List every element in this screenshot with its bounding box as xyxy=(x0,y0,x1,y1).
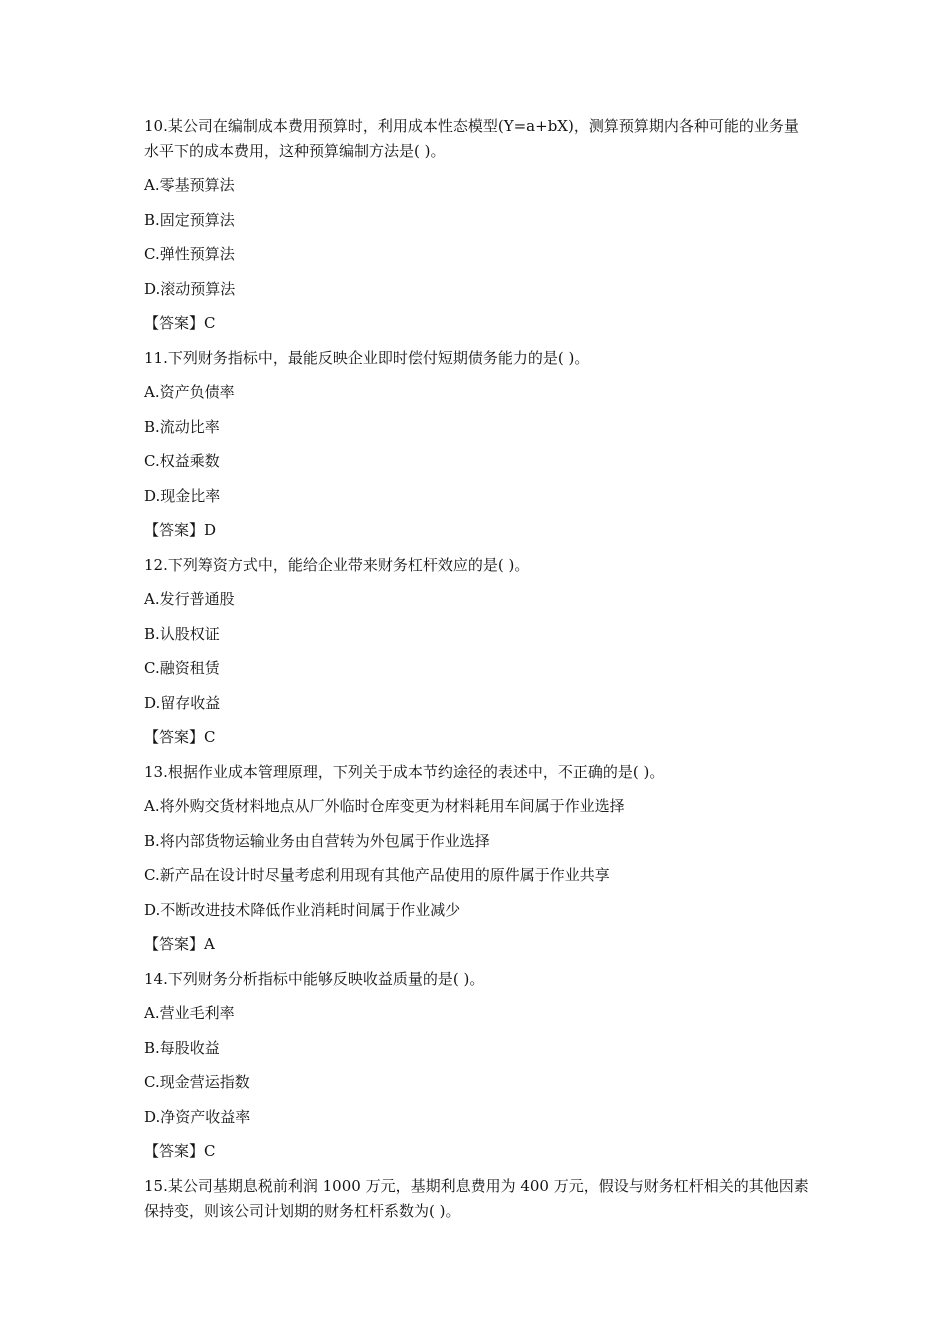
question-14-option-c: C.现金营运指数 xyxy=(144,1073,250,1091)
question-12-option-a: A.发行普通股 xyxy=(144,590,235,608)
question-12-option-b: B.认股权证 xyxy=(144,624,220,643)
question-13-answer: 【答案】A xyxy=(144,935,215,953)
question-13-option-c: C.新产品在设计时尽量考虑利用现有其他产品使用的原件属于作业共享 xyxy=(144,866,610,884)
question-11-option-b: B.流动比率 xyxy=(144,417,220,436)
question-14-answer: 【答案】C xyxy=(144,1142,216,1160)
question-12-stem: 12.下列筹资方式中，能给企业带来财务杠杆效应的是( )。 xyxy=(144,555,530,574)
question-13-option-b: B.将内部货物运输业务由自营转为外包属于作业选择 xyxy=(144,831,490,850)
question-12-option-d: D.留存收益 xyxy=(144,693,221,712)
question-14-option-a: A.营业毛利率 xyxy=(144,1004,235,1022)
question-11-option-d: D.现金比率 xyxy=(144,486,221,505)
question-10-option-a: A.零基预算法 xyxy=(144,176,235,194)
question-11-option-a: A.资产负债率 xyxy=(144,383,235,401)
question-11-answer: 【答案】D xyxy=(144,521,217,539)
question-14-stem: 14.下列财务分析指标中能够反映收益质量的是( )。 xyxy=(144,969,485,988)
question-13-stem: 13.根据作业成本管理原理，下列关于成本节约途径的表述中，不正确的是( )。 xyxy=(144,762,665,781)
question-list xyxy=(144,114,812,1233)
question-10-answer: 【答案】C xyxy=(144,314,216,332)
question-12-answer: 【答案】C xyxy=(144,728,216,746)
question-10-option-d: D.滚动预算法 xyxy=(144,279,236,298)
question-11-stem: 11.下列财务指标中，最能反映企业即时偿付短期债务能力的是( )。 xyxy=(144,348,590,367)
question-13-option-a: A.将外购交货材料地点从厂外临时仓库变更为材料耗用车间属于作业选择 xyxy=(144,797,625,815)
question-10-option-c: C.弹性预算法 xyxy=(144,245,235,263)
question-15-stem: 15.某公司基期息税前利润 1000 万元，基期利息费用为 400 万元，假设与财务杠杆相关的其他因素保持变，则该公司计划期的财务杠杆系数为( )。 xyxy=(144,1176,809,1220)
question-10-option-b: B.固定预算法 xyxy=(144,210,235,229)
question-14-option-b: B.每股收益 xyxy=(144,1038,220,1057)
question-13-option-d: D.不断改进技术降低作业消耗时间属于作业减少 xyxy=(144,900,461,919)
question-11-option-c: C.权益乘数 xyxy=(144,452,220,470)
question-14-option-d: D.净资产收益率 xyxy=(144,1107,251,1126)
question-12-option-c: C.融资租赁 xyxy=(144,659,220,677)
question-10-stem: 10.某公司在编制成本费用预算时，利用成本性态模型(Y=a+bX)，测算预算期内各种可能的业务量水平下的成本费用，这种预算编制方法是( )。 xyxy=(144,117,799,160)
